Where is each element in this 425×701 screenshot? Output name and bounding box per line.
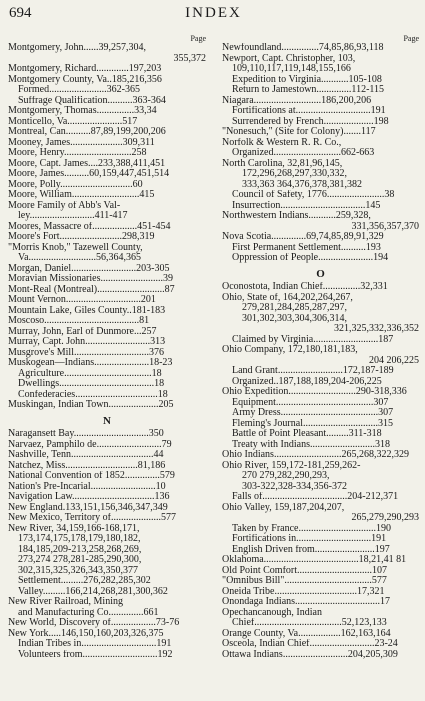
index-entry: Expedition to Virginia...........105-108 [232,74,382,85]
index-entry: 270 279,282,290,293, [242,471,330,481]
index-entry: Fortifications in..............................191 [232,534,387,544]
index-entry: 204 206,225 [369,355,419,366]
index-entry: Northwestern Indians...........259,328, [222,211,371,221]
index-entry: Chief...................................52,123,133 [232,618,387,628]
index-entry: Murray, Capt. John..........................313 [8,337,166,347]
index-entry: Valley.........166,214,268,281,300,362 [18,586,168,597]
index-entry: Montgomery County, Va..185,216,356 [8,74,162,85]
index-entry: Return to Jamestown..............112-115 [232,85,385,95]
index-entry: Moscoso......................................81 [8,316,150,326]
index-entry: New Mexico, Territory of....................577 [8,513,176,523]
index-entry: 172,296,268,297,330,332, [242,169,347,179]
index-entry: Ohio Expedition...........................290-318,336 [222,387,407,397]
index-entry: New World, Discovery of..................73-76 [8,618,180,628]
index-entry: Surrendered by French....................198 [232,116,389,127]
index-entry: Army Dress.......................................307 [232,408,394,418]
index-entry: Muskingan, Indian Town....................205 [8,400,174,410]
index-entry: 273,274 278,281-285,290,300, [18,555,142,565]
index-entry: Agriculture...................................18 [18,368,162,379]
index-entry: Newfoundland...............74,85,86,93,118 [222,43,384,53]
index-entry: Oppression of People......................194 [232,253,389,263]
index-entry: 355,372 [173,53,206,64]
index-entry: Nashville, Tenn.................................44 [8,450,164,460]
index-entry: Monticello, Va......................517 [8,116,138,127]
index-entry: New River, 34,159,166-168,171, [8,523,140,534]
index-entry: Organized...........................662-663 [232,148,375,158]
index-entry: 173,174,175,178,179,180,182, [18,534,141,544]
index-entry: Confederacies.................................18 [18,389,168,400]
index-entry: Navigation Law.................................136 [8,492,170,502]
index-entry: Va...........................56,364,365 [18,253,142,263]
column-page-heading: Page [190,34,206,43]
index-entry: Naragansett Bay..............................350 [8,429,164,439]
index-entry: Ohio Valley, 159,187,204,207, [222,502,345,513]
index-entry: Treaty with Indians..........................318 [232,439,390,450]
index-entry: Musgrove's Mill..............................376 [8,347,164,358]
index-entry: Onondaga Indians..................................17 [222,597,391,607]
index-entry: Falls of..................................204-212,371 [232,492,399,502]
index-entry: Opechancanough, Indian [222,607,322,618]
index-entry: Old Point Comfort..............................107 [222,565,388,576]
index-entry: Moore Family of Abb's Val- [8,200,121,211]
index-entry: 333,363 364,376,378,381,382 [242,179,362,190]
index-entry: "Morris Knob," Tazewell County, [8,242,143,253]
index-entry: First Permanent Settlement..........193 [232,242,381,253]
index-entry: Dwellings......................................18 [18,379,165,389]
index-entry: New York.....146,150,160,203,326,375 [8,628,164,639]
index-entry: New England.133,151,156,346,347,349 [8,502,168,513]
index-entry: Montgomery, John......39,257,304, [8,43,146,53]
index-entry: Nation's Pre-Incarial..........................10 [8,481,166,492]
index-entry: and Manufacturing Co..............661 [18,607,159,618]
column-page-heading: Page [403,34,419,43]
index-entry: Formed.......................362-365 [18,85,140,95]
index-entry: Moore, Henry...........................258 [8,148,147,158]
index-entry: Moore's Fort.........................298,319 [8,232,155,242]
index-entry: Niagara...........................186,200,206 [222,95,372,106]
index-entry: Ohio, State of, 164,202,264,267, [222,292,353,303]
index-entry: Osceola, Indian Chief..........................23-24 [222,639,398,649]
index-entry: Ottawa Indians..........................204,205,309 [222,649,398,660]
index-entry: Mount Vernon..............................201 [8,295,156,305]
index-entry: Montreal, Can..........87,89,199,200,206 [8,127,166,137]
index-entry: Muskogean—Indians......................18-23 [8,358,173,368]
index-entry: English Driven from........................197 [232,544,390,555]
index-entry: Battle of Point Pleasant.........311-318 [232,429,382,439]
index-entry: Montgomery, Richard.............197,203 [8,64,162,74]
index-entry: Moore, William...........................415 [8,190,155,200]
page-number: 694 [9,5,32,21]
index-entry: 279,281,284,285,287,297, [242,303,347,313]
index-entry: 184,185,209-213,258,268,269, [18,544,142,555]
index-entry: Oconostota, Indian Chief...............32,331 [222,282,388,292]
index-entry: Insurrection..................................145 [232,200,381,211]
index-entry: Equipment.......................................307 [232,397,389,408]
section-letter: N [103,415,111,426]
index-entry: Organized..187,188,189,204-206,225 [232,376,382,387]
index-entry: Oklahoma......................................18,21,41 81 [222,555,407,565]
index-entry: Settlement.........276,282,285,302 [18,576,151,586]
index-entry: Ohio Indians...........................265,268,322,329 [222,450,409,460]
index-column-right [222,34,419,660]
index-entry: Fortifications at..............................191 [232,106,386,116]
index-entry: National Convention of 1852..............579 [8,471,175,481]
index-entry: 109,110,117,119,148,155,166 [232,64,351,74]
page-title: INDEX [185,5,242,21]
index-entry: 321,325,332,336,352 [334,324,419,334]
index-entry: 331,356,357,370 [351,221,419,232]
index-entry: Moores, Massacre of..................451-454 [8,221,171,232]
index-entry: Suffrage Qualification..........363-364 [18,95,166,106]
index-entry: ley..........................411-417 [18,211,128,221]
index-entry: "Nonesuch," (Site for Colony).......117 [222,127,376,137]
index-entry: Morgan, Daniel..........................203-305 [8,263,170,274]
index-entry: Nova Scotia..............69,74,85,89,91,329 [222,232,384,242]
index-entry: Orange County, Va.................162,163,164 [222,628,391,639]
index-entry: Moravian Missionaries.........................39 [8,274,173,284]
index-entry: Council of Safety, 1776.......................38 [232,190,395,200]
index-entry: Claimed by Virginia..........................187 [232,334,394,345]
index-entry: Narvaez, Pamphilo de..........................79 [8,439,172,450]
index-column-left [8,34,206,660]
index-entry: "Omnibus Bill"...................................577 [222,576,387,586]
index-entry: Oneida Tribe.................................17,321 [222,586,385,597]
section-letter: O [316,268,325,279]
index-entry: Natchez, Miss.............................81,186 [8,460,166,471]
index-entry: Mountain Lake, Giles County..181-183 [8,305,166,316]
index-entry: Moore, James..........60,159,447,451,514 [8,169,170,179]
index-entry: 301,302,303,304,306,314, [242,313,347,324]
index-entry: Newport, Capt. Christopher, 103, [222,53,356,64]
index-entry: Moore, Polly.............................60 [8,179,143,190]
index-entry: Montgomery, Thomas...............33,34 [8,106,157,116]
index-entry: 302,315,325,326,343,350,377 [18,565,138,576]
index-entry: Indian Tribes in..............................191 [18,639,172,649]
index-entry: 265,279,290,293 [351,513,419,523]
index-entry: 303-322,328-334,356-372 [242,481,347,492]
index-entry: Norfolk & Western R. R. Co., [222,137,342,148]
index-entry: Volunteers from..............................192 [18,649,173,660]
index-entry: Mooney, James.....................309,311 [8,137,155,148]
index-entry: Ohio Company, 172,180,181,183, [222,345,358,355]
index-entry: Taken by France...............................190 [232,523,391,534]
index-entry: Moore, Capt. James....233,388,411,451 [8,158,166,169]
index-entry: North Carolina, 32,81,96,145, [222,158,343,169]
page-header [9,5,418,25]
index-entry: Murray, John, Earl of Dunmore...257 [8,326,157,337]
index-entry: Ohio River, 159,172-181,259,262- [222,460,361,471]
index-entry: Fleming's Journal..............................315 [232,418,393,429]
index-entry: Land Grant..........................172,187-189 [232,366,394,376]
index-entry: New River Railroad, Mining [8,597,123,607]
index-entry: Mont-Real (Montreal)...........................87 [8,284,175,295]
